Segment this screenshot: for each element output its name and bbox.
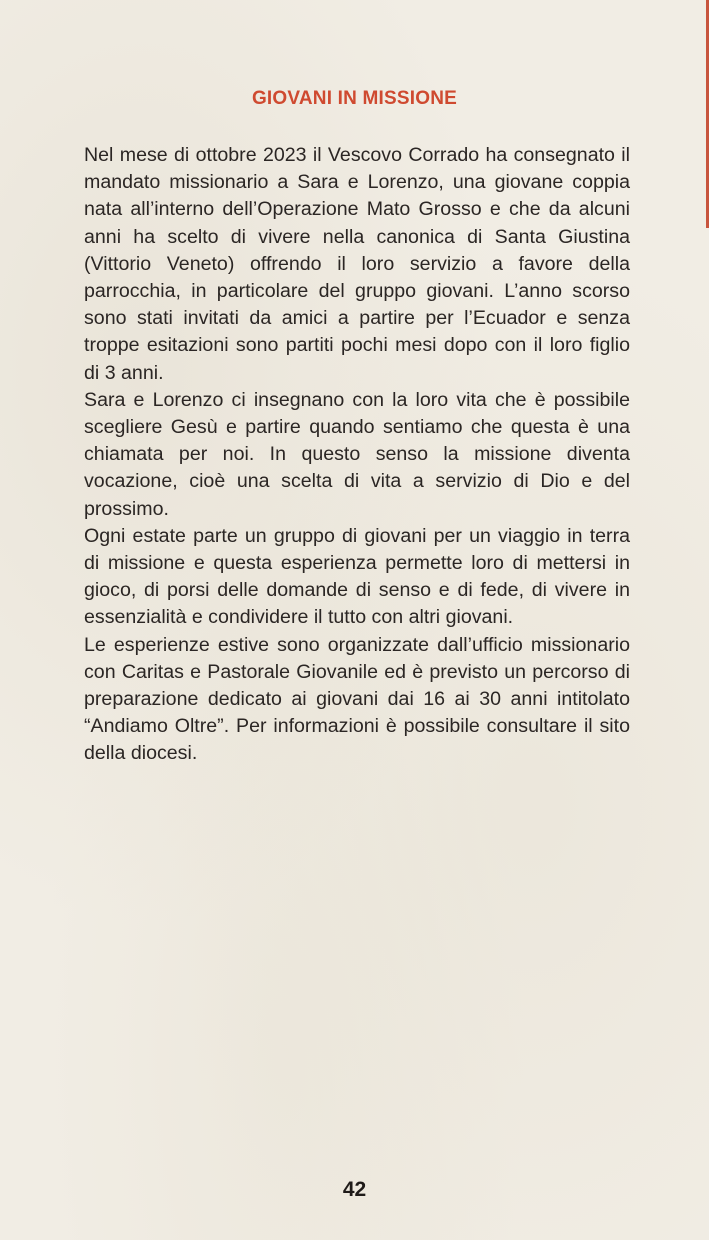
paragraph-info: Le esperienze estive sono organizzate dall’ufficio missionario con Caritas e Pastorale Giovanile ed è previsto un percorso di preparazione dedicato ai giovani dai 16 ai 30 anni intitolato “Andiamo Oltre”. Per informazioni è possibile consultare il sito della diocesi. — [84, 633, 630, 765]
paragraph-vocation: Sara e Lorenzo ci insegnano con la loro vita che è possibile scegliere Gesù e partire quando sentiamo che questa è una chiamata per noi. In questo senso la missione diventa vocazione, cioè una scelta di vita a servizio di Dio e del prossimo. — [84, 388, 630, 520]
page-number: 42 — [342, 1178, 367, 1201]
paragraph-mandate: Nel mese di ottobre 2023 il Vescovo Corrado ha consegnato il mandato missionario a Sara e Lorenzo, una giovane coppia nata all’interno dell’Operazione Mato Grosso e che da alcuni anni ha scelto di vivere nella canonica di Santa Giustina (Vittorio Veneto) offrendo il loro servizio a favore della parrocchia, in particolare del gruppo giovani. L’anno scorso sono stati invitati da amici a partire per l’Ecuador e senza troppe esitazioni sono partiti pochi mesi dopo con il loro figlio di 3 anni. — [84, 144, 630, 384]
section-title: GIOVANI IN MISSIONE — [251, 88, 458, 109]
article-body — [84, 142, 630, 768]
paragraph-summer-trip: Ogni estate parte un gruppo di giovani per un viaggio in terra di missione e questa esperienza permette loro di mettersi in gioco, di porsi delle domande di senso e di fede, di vivere in essenzialità e condividere il tutto con altri giovani. — [84, 524, 630, 629]
